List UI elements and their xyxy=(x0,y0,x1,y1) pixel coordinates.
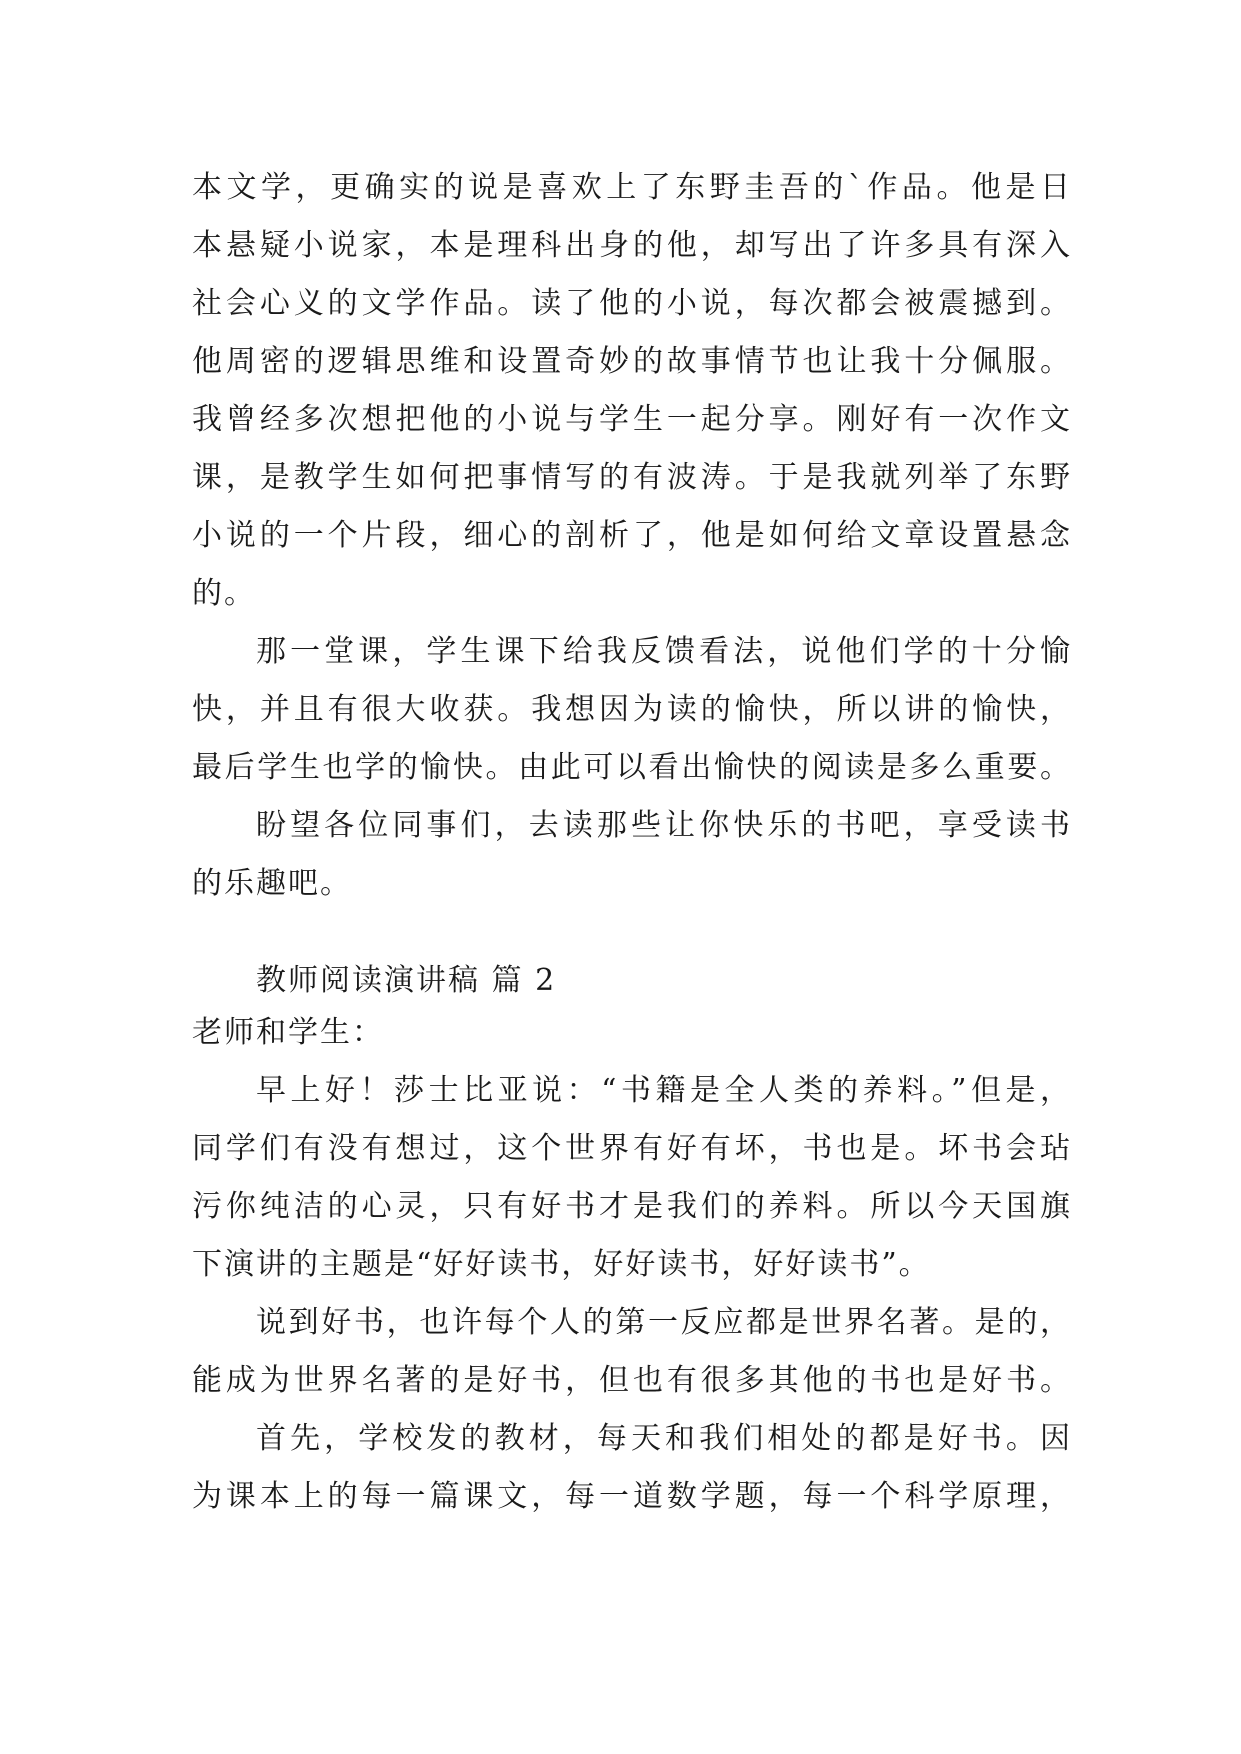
paragraph-line: 说到好书，也许每个人的第一反应都是世界名著。是的， xyxy=(256,1305,1072,1340)
paragraph-line: 课，是教学生如何把事情写的有波涛。于是我就列举了东野 xyxy=(192,460,1072,495)
paragraph-line: 本悬疑小说家，本是理科出身的他，却写出了许多具有深入 xyxy=(192,228,1072,263)
paragraph-line: 首先，学校发的教材，每天和我们相处的都是好书。因 xyxy=(256,1421,1072,1456)
paragraph-line: 同学们有没有想过，这个世界有好有坏，书也是。坏书会玷 xyxy=(192,1131,1072,1166)
paragraph-line: 那一堂课，学生课下给我反馈看法，说他们学的十分愉 xyxy=(256,634,1072,669)
paragraph-line: 我曾经多次想把他的小说与学生一起分享。刚好有一次作文 xyxy=(192,402,1072,437)
section-heading: 教师阅读演讲稿 篇 2 xyxy=(256,963,557,998)
salutation: 老师和学生： xyxy=(192,1015,384,1050)
paragraph-line: 下演讲的主题是“好好读书，好好读书，好好读书”。 xyxy=(192,1247,931,1282)
paragraph-line: 小说的一个片段，细心的剖析了，他是如何给文章设置悬念 xyxy=(192,518,1072,553)
paragraph-line: 的。 xyxy=(192,576,256,611)
paragraph-line: 本文学，更确实的说是喜欢上了东野圭吾的`作品。他是日 xyxy=(192,170,1072,205)
paragraph-line: 快，并且有很大收获。我想因为读的愉快，所以讲的愉快， xyxy=(192,692,1072,727)
paragraph-line: 的乐趣吧。 xyxy=(192,866,352,901)
paragraph-line: 为课本上的每一篇课文，每一道数学题，每一个科学原理， xyxy=(192,1479,1072,1514)
section-2-body xyxy=(192,1004,1072,1526)
paragraph-line: 污你纯洁的心灵，只有好书才是我们的养料。所以今天国旗 xyxy=(192,1189,1072,1224)
paragraph-line: 他周密的逻辑思维和设置奇妙的故事情节也让我十分佩服。 xyxy=(192,344,1072,379)
paragraph-line: 社会心义的文学作品。读了他的小说，每次都会被震撼到。 xyxy=(192,286,1072,321)
section-1-body xyxy=(192,159,1072,913)
paragraph-line: 盼望各位同事们，去读那些让你快乐的书吧，享受读书 xyxy=(256,808,1072,843)
paragraph-line: 早上好！莎士比亚说：“书籍是全人类的养料。”但是， xyxy=(256,1073,1072,1108)
paragraph-line: 最后学生也学的愉快。由此可以看出愉快的阅读是多么重要。 xyxy=(192,750,1072,785)
paragraph-line: 能成为世界名著的是好书，但也有很多其他的书也是好书。 xyxy=(192,1363,1072,1398)
